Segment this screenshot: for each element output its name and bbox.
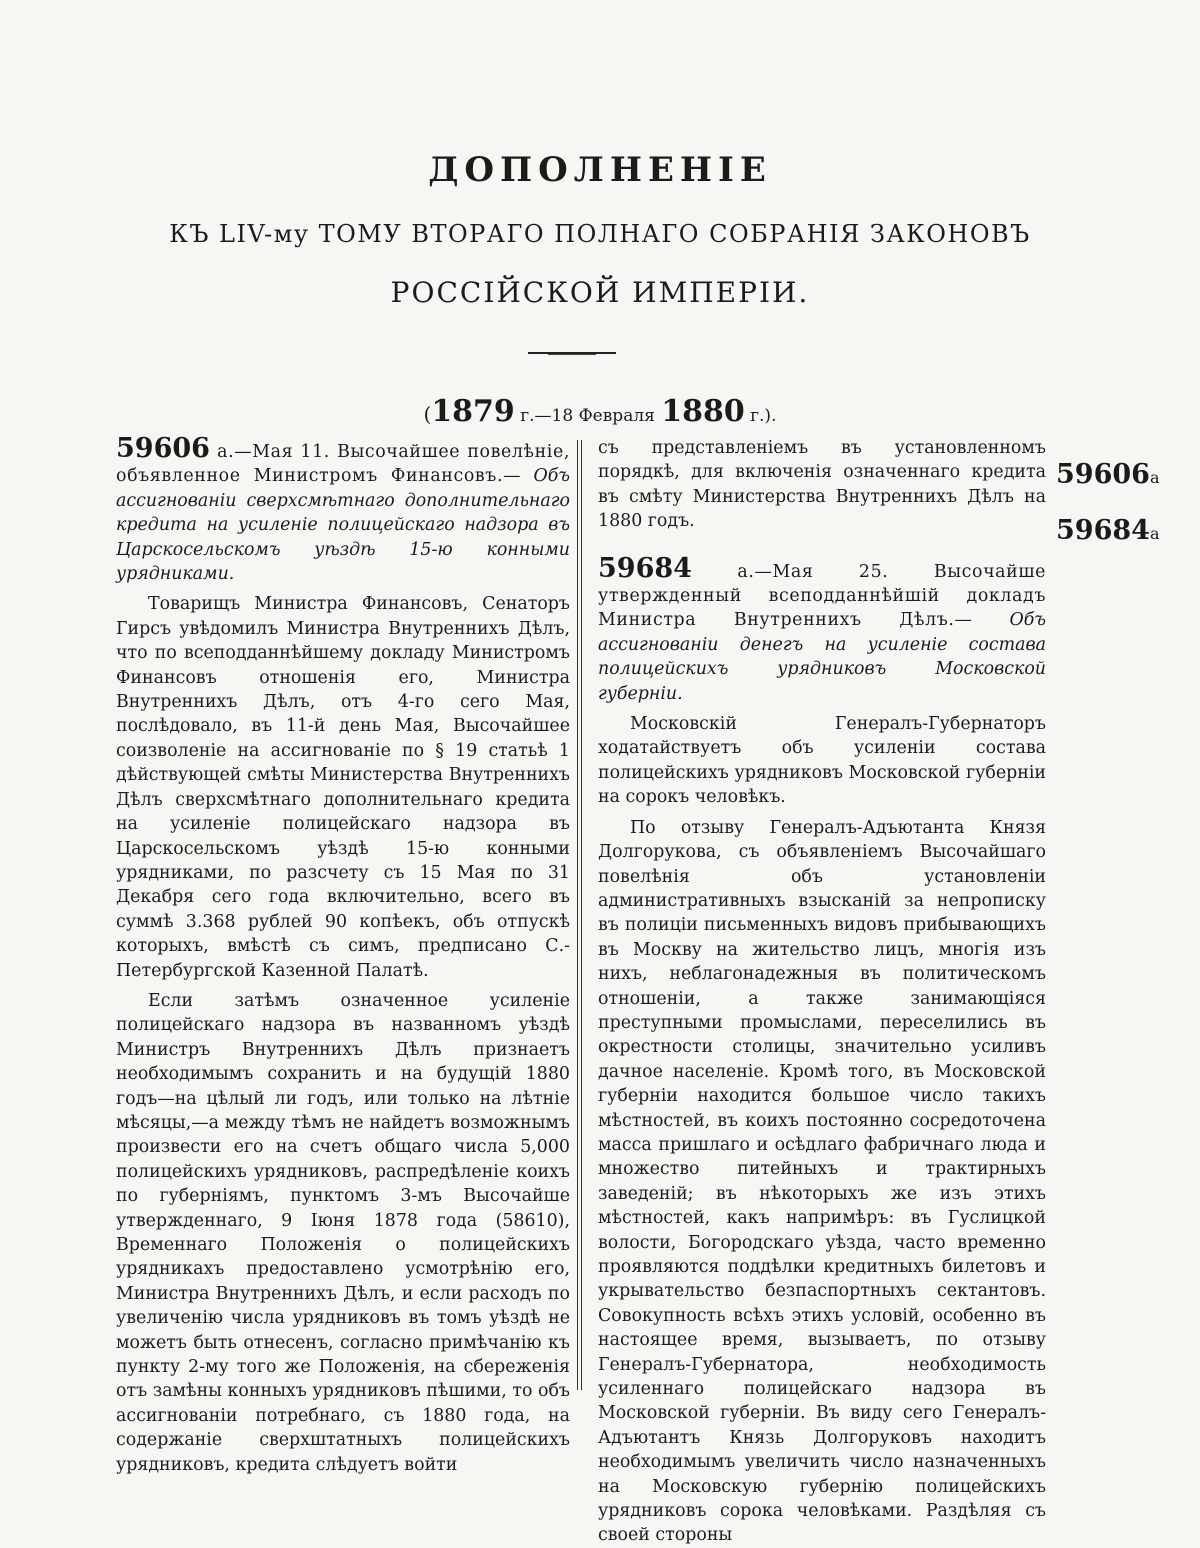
- margin-entry-number-2: [1056, 516, 1159, 549]
- entry-head-2: а.—Мая 25. Высочайше утвержденный всеподданнѣйшiй докладъ Министра Внутреннихъ Дѣлъ.—: [598, 561, 1046, 631]
- margin-suffix-2: а: [1149, 524, 1160, 543]
- column-divider: [577, 440, 578, 1390]
- date-month: Февраля: [578, 406, 655, 426]
- page-subtitle-2: РОССIЙСКОЙ ИМПЕРIИ.: [390, 276, 810, 309]
- entry-paragraph-2: Если затѣмъ означенное усиленiе полицейскаго надзора въ названномъ уѣздѣ Министръ Внутреннихъ Дѣлъ признаетъ необходимымъ сохранить и на будущiй 1880 годъ—на цѣлый ли годъ, или только на лѣтнiе мѣсяцы,—а между тѣмъ не найдетъ возможнымъ произвести его на счетъ общаго числа 5,000 полицейскихъ урядниковъ, распредѣленiе коихъ по губернiямъ, пунктомъ 3-мъ Высочайше утвержденнаго, 9 Iюня 1878 года (58610), Временнаго Положенiя о полицейскихъ урядникахъ предоставлено усмотрѣнiю его, Министра Внутреннихъ Дѣлъ, и если расходъ по увеличенiю числа урядниковъ въ томъ уѣздѣ не можетъ быть отнесенъ, согласно примѣчанiю къ пункту 2-му того же Положенiя, на сбереженiя отъ замѣны конныхъ урядниковъ пѣшими, то объ ассигнованiи потребнаго, съ 1880 года, на содержанiе сверхштатныхъ полицейскихъ урядниковъ, кредита слѣдуетъ войти: [116, 990, 570, 1475]
- entry-head: а.—Мая 11. Высочайшее повелѣнiе, объявленное Министромъ Финансовъ.—: [116, 442, 570, 487]
- entry-continuation: съ представленiемъ въ установленномъ порядкѣ, для включенiя означеннаго кредита въ смѣту Министерства Внутреннихъ Дѣлъ на 1880 годъ.: [598, 438, 1046, 532]
- entry-heading-59606: [116, 433, 571, 586]
- entry-subject: Объ ассигнованiи сверхсмѣтнаго дополнительнаго кредита на усиленiе полицейскаго надзора въ Царскосельскомъ уѣздѣ 15-ю конными урядниками.: [116, 466, 571, 585]
- date-year-end: 1880: [661, 394, 745, 429]
- page-title: ДОПОЛНЕНIЕ: [428, 150, 772, 190]
- title-rule: [528, 352, 616, 354]
- page-subtitle: КЪ LIV-му ТОМУ ВТОРАГО ПОЛНАГО СОБРАНIЯ ЗАКОНОВЪ: [169, 220, 1031, 248]
- left-column: [116, 433, 571, 1477]
- column-divider-2: [581, 440, 582, 1390]
- date-open: (: [423, 402, 432, 426]
- entry-paragraph-3: Московскiй Генералъ-Губернаторъ ходатайствуетъ объ усиленiи состава полицейскихъ урядниковъ Московской губернiи на сорокъ человѣкъ.: [598, 714, 1046, 808]
- date-year-start: 1879: [431, 394, 515, 429]
- margin-entry-number: [1056, 460, 1159, 493]
- date-close: г.).: [744, 406, 777, 426]
- date-range: [0, 394, 1200, 429]
- entry-paragraph: Товарищъ Министра Финансовъ, Сенаторъ Гирсъ увѣдомилъ Министра Внутреннихъ Дѣлъ, что по всеподданнѣйшему докладу Министромъ Финансовъ отношенiя его, Министра Внутреннихъ Дѣлъ, отъ 4-го сего Мая, послѣдовало, въ 11-й день Мая, Высочайшее соизволенiе на ассигнованiе по § 19 статьѣ 1 дѣйствующей смѣты Министерства Внутреннихъ Дѣлъ сверхсмѣтнаго дополнительнаго кредита на усиленiе полицейскаго надзора въ Царскосельскомъ уѣздѣ 15-ю конными урядниками, по разсчету съ 15 Мая по 31 Декабря сего года включительно, всего въ суммѣ 3.368 рублей 90 копѣекъ, объ отпускѣ которыхъ, вмѣстѣ съ симъ, предписано С.-Петербургской Казенной Палатѣ.: [116, 594, 570, 981]
- margin-suffix: а: [1149, 468, 1160, 487]
- entry-heading-59684: [598, 552, 1046, 706]
- entry-paragraph-4: По отзыву Генералъ-Адъютанта Князя Долгорукова, съ объявленiемъ Высочайшаго повелѣнiя объ установленiи административныхъ взысканiй за непрописку въ полицiи письменныхъ видовъ прибывающихъ въ Москву на жительство лицъ, многiя изъ нихъ, неблагонадежныя въ политическомъ отношенiи, а также занимающiяся преступными промыслами, переселились въ окрестности столицы, значительно усиливъ дачное населенiе. Кромѣ того, въ Московской губернiи находится большое число такихъ мѣстностей, въ коихъ постоянно сосредоточена масса пришлаго и осѣдлаго фабричнаго люда и множество питейныхъ и трактирныхъ заведенiй; въ нѣкоторыхъ же изъ этихъ мѣстностей, какъ напримѣръ: въ Гуслицкой волости, Богородскаго уѣзда, часто временно проявляются поддѣлки кредитныхъ билетовъ и укрывательство безпаспортныхъ сектантовъ. Совокупность всѣхъ этихъ условiй, особенно въ настоящее время, вызываетъ, по отзыву Генералъ-Губернатора, необходимость усиленнаго полицейскаго надзора въ Московской губернiи. Въ виду сего Генералъ-Адъютантъ Князь Долгоруковъ находитъ необходимымъ увеличить число назначенныхъ на Московскую губернiю полицейскихъ урядниковъ сорока человѣками. Раздѣляя съ своей стороны: [598, 817, 1046, 1546]
- date-mid: г.—18: [514, 406, 579, 426]
- right-column: [598, 436, 1046, 1548]
- margin-number-2: 59684: [1056, 515, 1150, 546]
- entry-subject-2: Объ ассигнованiи денегъ на усиленiе состава полицейскихъ урядниковъ Московской губернiи.: [598, 610, 1046, 704]
- entry-number-2: 59684: [598, 552, 692, 584]
- entry-number: 59606: [116, 433, 210, 464]
- margin-number: 59606: [1056, 459, 1150, 490]
